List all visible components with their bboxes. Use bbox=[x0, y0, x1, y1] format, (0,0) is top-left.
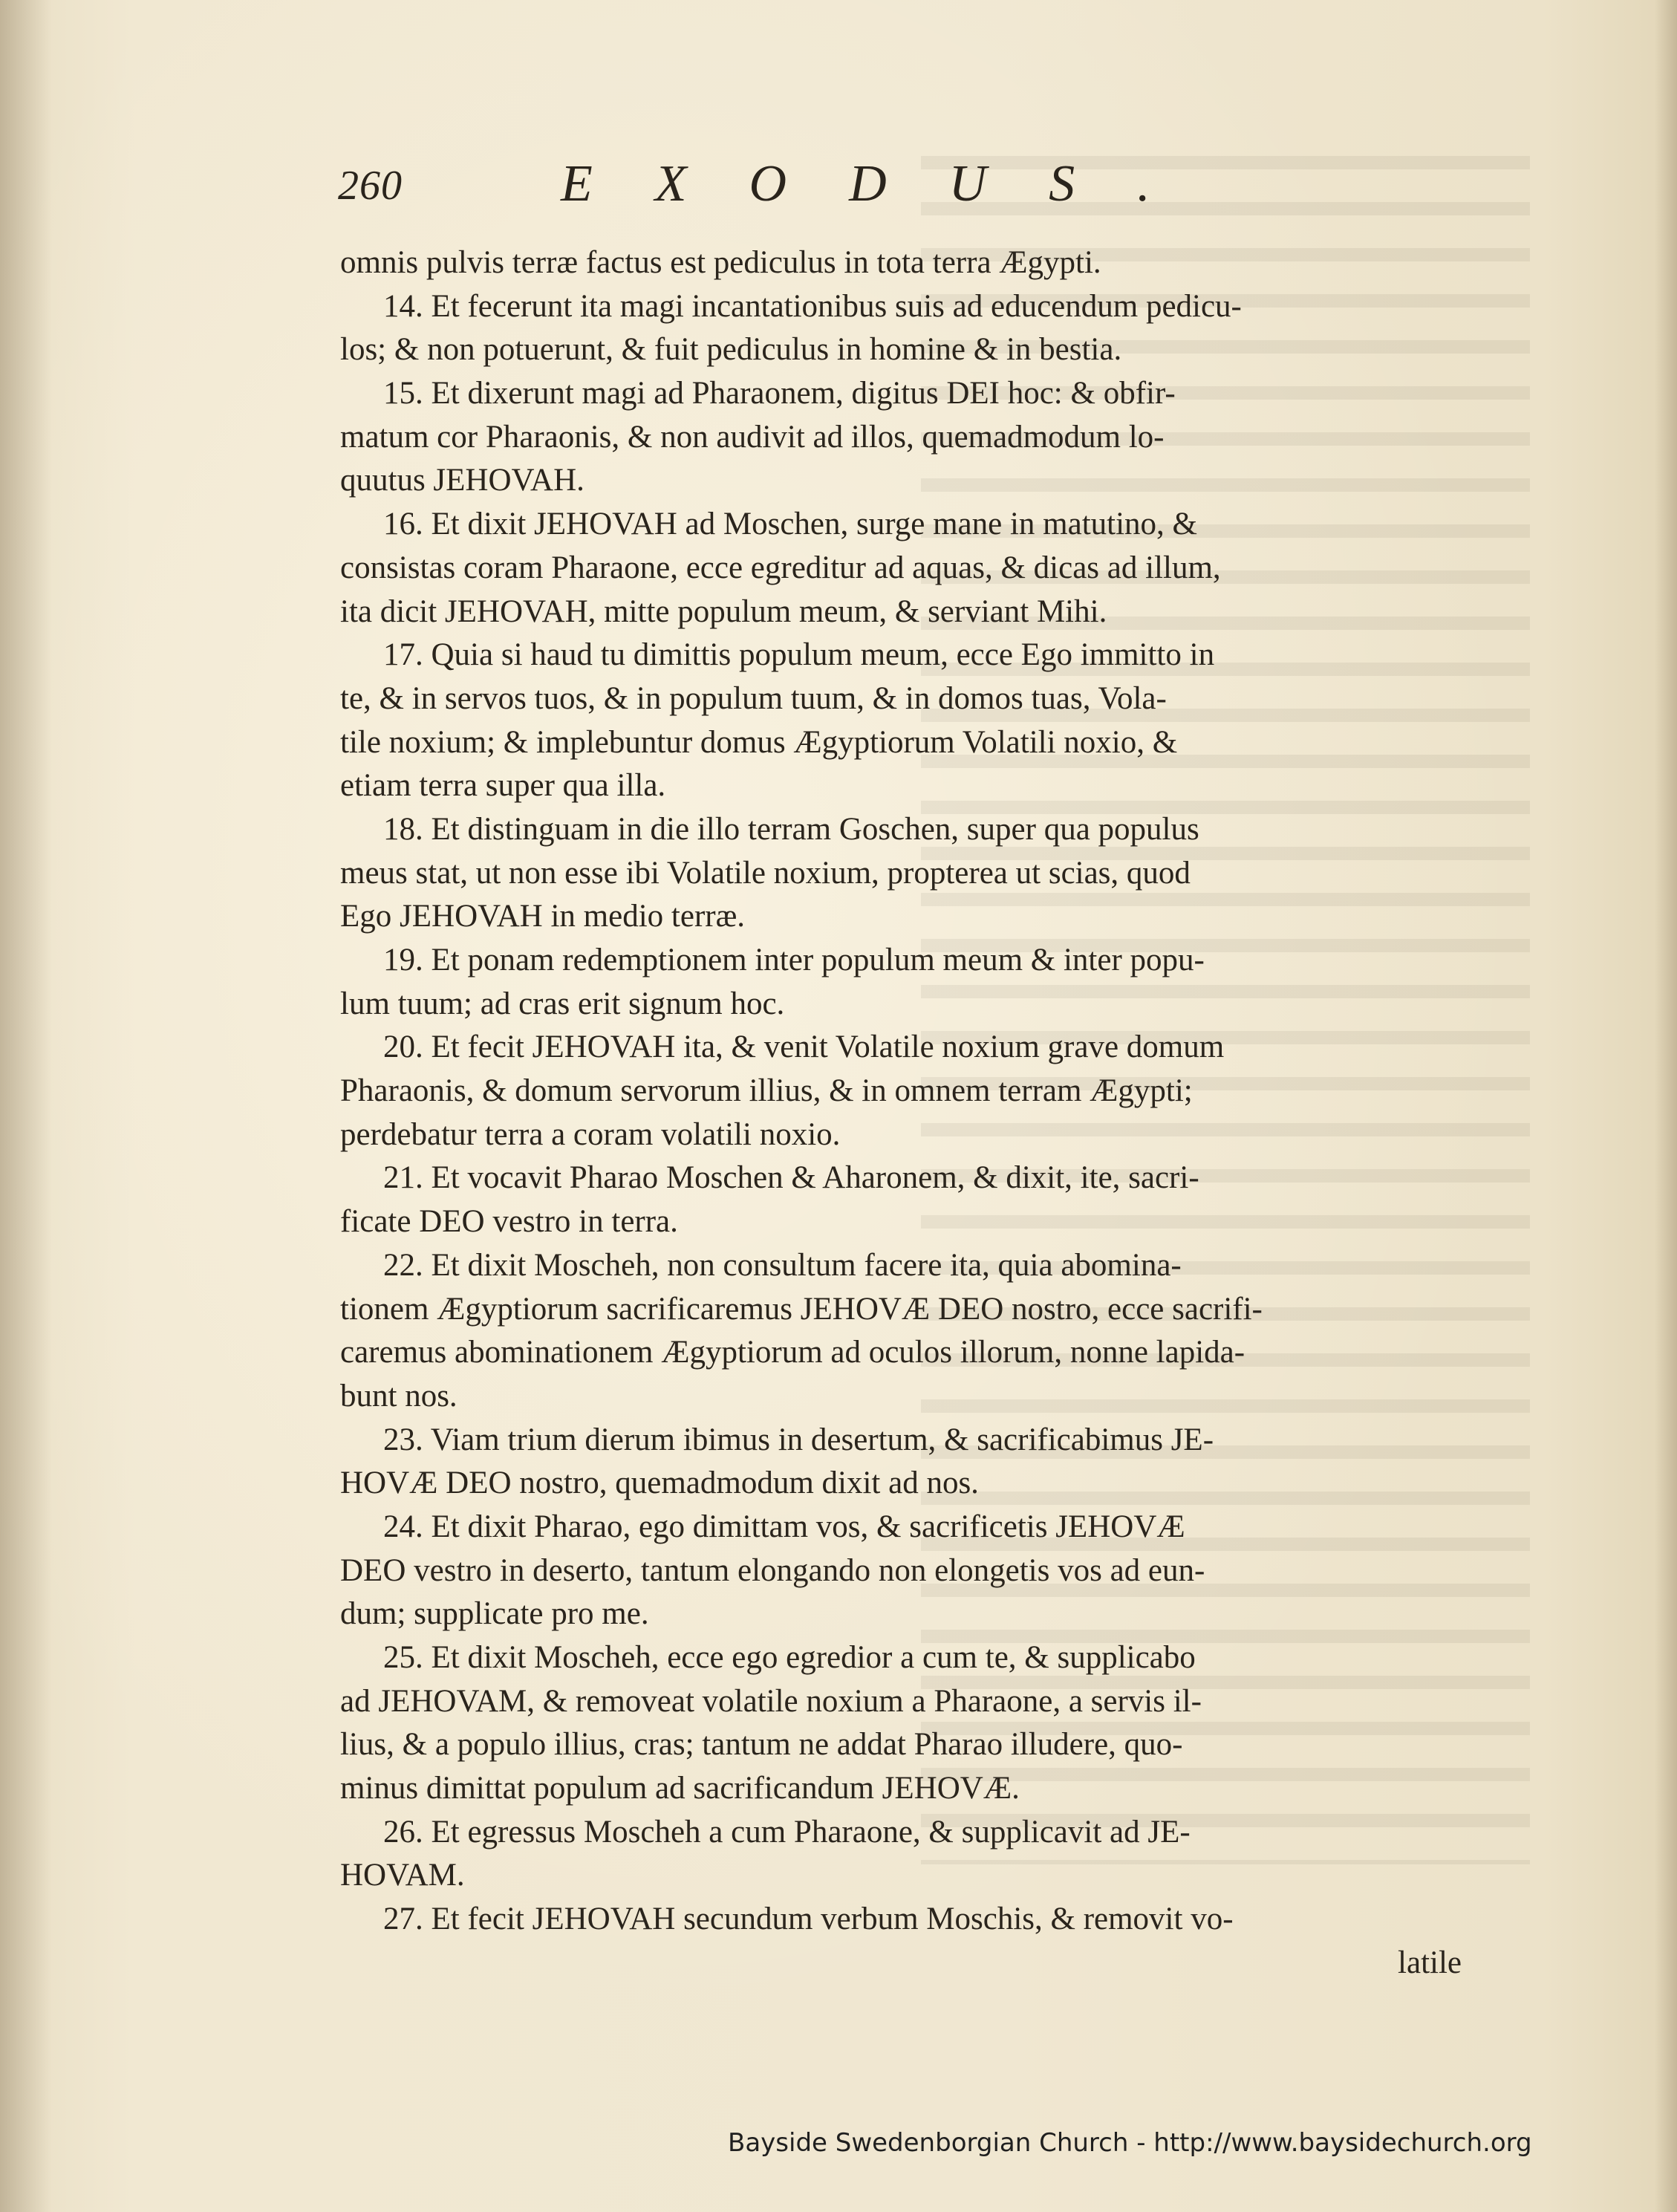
verse-start-line: 27. Et fecit JEHOVAH secundum verbum Moschis, & removit vo- bbox=[383, 1902, 1234, 1937]
verse-start-line: 26. Et egressus Moscheh a cum Pharaone, & supplicavit ad JE- bbox=[383, 1814, 1191, 1850]
text-line: matum cor Pharaonis, & non audivit ad illos, quemadmodum lo- bbox=[340, 419, 1165, 455]
text-line: quutus JEHOVAH. bbox=[340, 463, 584, 498]
text-line: DEO vestro in deserto, tantum elongando non elongetis vos ad eun- bbox=[340, 1552, 1205, 1588]
text-line: los; & non potuerunt, & fuit pediculus in homine & in bestia. bbox=[340, 332, 1122, 368]
body-text bbox=[340, 241, 1462, 1985]
page-header bbox=[338, 154, 1213, 221]
text-line: Ego JEHOVAH in medio terræ. bbox=[340, 899, 746, 934]
catchword: latile bbox=[1398, 1945, 1462, 1980]
text-line: tile noxium; & implebuntur domus Ægyptiorum Volatili noxio, & bbox=[340, 724, 1178, 760]
verse-start-line: 22. Et dixit Moscheh, non consultum facere ita, quia abomina- bbox=[383, 1247, 1182, 1283]
text-line: ficate DEO vestro in terra. bbox=[340, 1204, 678, 1240]
verse-start-line: 18. Et distinguam in die illo terram Goschen, super qua populus bbox=[383, 811, 1199, 847]
text-line: etiam terra super qua illa. bbox=[340, 768, 666, 804]
text-line: perdebatur terra a coram volatili noxio. bbox=[340, 1116, 841, 1152]
text-line: ita dicit JEHOVAH, mitte populum meum, & serviant Mihi. bbox=[340, 593, 1107, 629]
text-line: ad JEHOVAM, & removeat volatile noxium a Pharaone, a servis il- bbox=[340, 1683, 1202, 1719]
page-number: 260 bbox=[338, 163, 403, 209]
text-line: Pharaonis, & domum servorum illius, & in omnem terram Ægypti; bbox=[340, 1073, 1193, 1109]
page-edge-shadow bbox=[1655, 0, 1677, 2212]
verse-start-line: 20. Et fecit JEHOVAH ita, & venit Volatile noxium grave domum bbox=[383, 1029, 1225, 1065]
text-line: bunt nos. bbox=[340, 1378, 457, 1414]
text-line: lum tuum; ad cras erit signum hoc. bbox=[340, 986, 785, 1021]
verse-start-line: 25. Et dixit Moscheh, ecce ego egredior a cum te, & supplicabo bbox=[383, 1640, 1196, 1675]
text-line: consistas coram Pharaone, ecce egreditur ad aquas, & dicas ad illum, bbox=[340, 550, 1221, 585]
verse-start-line: 21. Et vocavit Pharao Moschen & Aharonem, & dixit, ite, sacri- bbox=[383, 1160, 1199, 1196]
text-line: tionem Ægyptiorum sacrificaremus JEHOVÆ DEO nostro, ecce sacrifi- bbox=[340, 1291, 1263, 1327]
text-line: meus stat, ut non esse ibi Volatile noxium, propterea ut scias, quod bbox=[340, 855, 1191, 891]
text-line: HOVÆ DEO nostro, quemadmodum dixit ad nos. bbox=[340, 1466, 979, 1501]
verse-start-line: 14. Et fecerunt ita magi incantationibus suis ad educendum pedicu- bbox=[383, 288, 1242, 324]
verse-start-line: 23. Viam trium dierum ibimus in desertum, & sacrificabimus JE- bbox=[383, 1422, 1214, 1457]
text-line: minus dimittat populum ad sacrificandum JEHOVÆ. bbox=[340, 1771, 1020, 1806]
verse-start-line: 19. Et ponam redemptionem inter populum meum & inter popu- bbox=[383, 943, 1205, 977]
text-line: omnis pulvis terræ factus est pediculus in tota terra Ægypti. bbox=[340, 245, 1101, 280]
text-line: caremus abominationem Ægyptiorum ad oculos illorum, nonne lapida- bbox=[340, 1335, 1245, 1370]
gutter-shadow bbox=[0, 0, 52, 2212]
running-title: EXODUS. bbox=[561, 155, 1213, 212]
verse-start-line: 17. Quia si haud tu dimittis populum meum, ecce Ego immitto in bbox=[383, 637, 1215, 673]
verse-start-line: 15. Et dixerunt magi ad Pharaonem, digitus DEI hoc: & obfir- bbox=[383, 376, 1176, 412]
watermark-footer: Bayside Swedenborgian Church - http://www.baysidechurch.org bbox=[728, 2128, 1532, 2158]
text-line: HOVAM. bbox=[340, 1858, 465, 1893]
verse-start-line: 24. Et dixit Pharao, ego dimittam vos, & sacrificetis JEHOVÆ bbox=[383, 1509, 1185, 1544]
text-line: dum; supplicate pro me. bbox=[340, 1596, 649, 1632]
text-line: te, & in servos tuos, & in populum tuum, & in domos tuas, Vola- bbox=[340, 680, 1167, 716]
text-line: lius, & a populo illius, cras; tantum ne addat Pharao illudere, quo- bbox=[340, 1727, 1183, 1763]
verse-start-line: 16. Et dixit JEHOVAH ad Moschen, surge mane in matutino, & bbox=[383, 507, 1197, 542]
